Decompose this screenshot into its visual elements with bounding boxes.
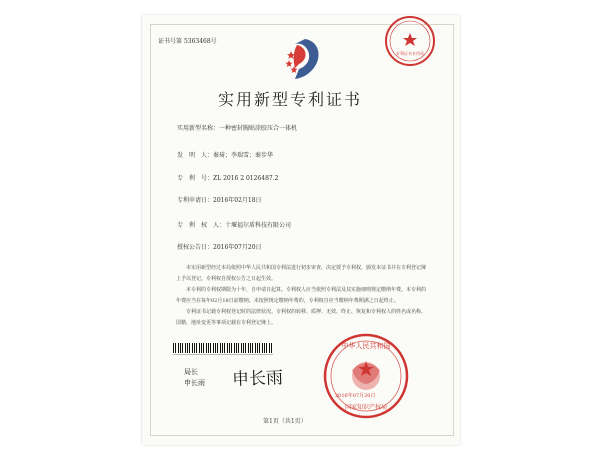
field-inventors: 发 明 人：秦琦；李瑞雪；秦步华 (177, 152, 274, 159)
field-patentee: 专 利 权 人：十堰福尔盾科技有限公司 (177, 222, 292, 229)
certificate-number (158, 38, 217, 46)
director-name: 申长雨 (184, 379, 205, 387)
body-paragraph: 专利证书记载专利权登记时的法律状况。专利权的转移、质押、无效、终止、恢复和专利权人的姓名或名称、国籍、地址变更等事项记载在专利登记簿上。 (176, 309, 427, 326)
director-title: 局长 (184, 368, 198, 376)
svg-text:专利证书专用章: 专利证书专用章 (396, 51, 424, 56)
barcode-underline (173, 354, 273, 355)
director-signature: 申长雨 (231, 368, 284, 390)
logo-red-arc (294, 45, 306, 68)
certificate-body-text (176, 263, 426, 329)
page-note: 第1页（共1页） (263, 418, 307, 425)
certificate-number-value: 5363468号 (183, 38, 217, 45)
patent-office-logo (283, 35, 325, 83)
top-red-seal (384, 15, 436, 67)
field-grant-date: 授权公告日：2016年07月20日 (177, 244, 262, 251)
logo-star-3 (291, 66, 298, 73)
barcode (173, 343, 273, 353)
certificate-number-label: 证书号第 (158, 38, 183, 45)
svg-text:国家知识产权局: 国家知识产权局 (344, 404, 388, 411)
field-utility-model-name: 实用新型名称：一种密封胸贴涂胶压合一体机 (177, 125, 298, 132)
body-paragraph: 本专利的专利权期限为十年，自申请日起算。专利权人应当依照专利法及其实施细则规定缴纳年费。本专利的年费应当在每年02月18日前缴纳。未按照规定缴纳年费的，专利权自应当缴纳年费期满之日起终止。 (176, 287, 427, 304)
field-application-date: 专利申请日：2016年02月18日 (177, 197, 262, 204)
bottom-red-seal (322, 332, 410, 420)
body-paragraph: 本实用新型经过本局依照中华人民共和国专利法进行初步审查，决定授予专利权，颁发本证书并在专利登记簿上予以登记。专利权自授权公告之日起生效。 (176, 265, 427, 282)
seal-date: 2016年07月20日 (335, 393, 376, 399)
certificate-title: 实用新型专利证书 (218, 90, 363, 109)
svg-text:中华人民共和国: 中华人民共和国 (341, 342, 391, 350)
logo-star-2 (286, 60, 293, 67)
field-patent-number: 专 利 号：ZL 2016 2 0126487.2 (177, 175, 279, 182)
